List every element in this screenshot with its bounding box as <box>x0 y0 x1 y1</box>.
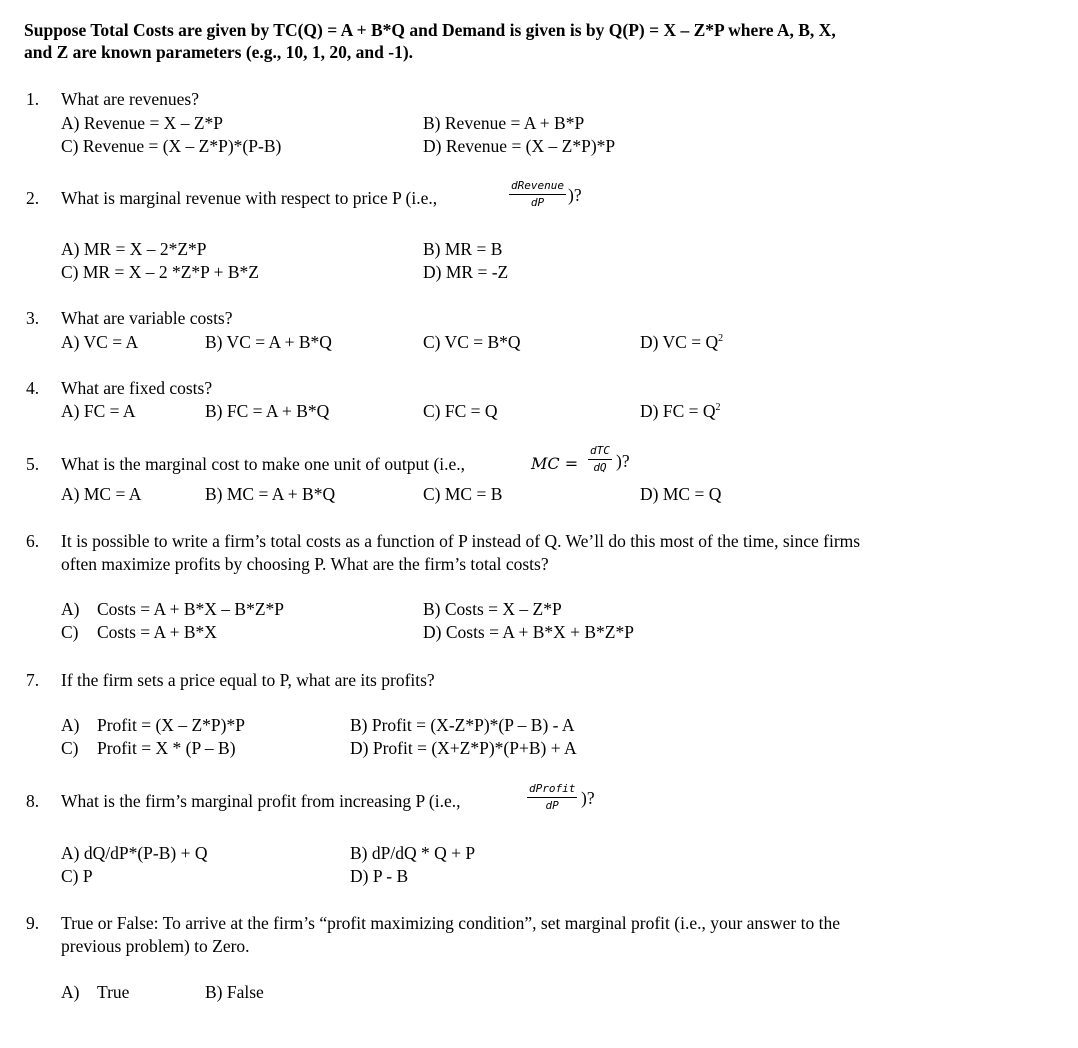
q2-question-tail: )? <box>568 185 582 205</box>
q5-fraction-denominator: dQ <box>593 461 607 474</box>
q5-option-a: A) MC = A <box>61 484 142 504</box>
question-2-text: What is marginal revenue with respect to price P (i.e., <box>61 188 438 208</box>
q7-option-b: B) Profit = (X-Z*P)*(P – B) - A <box>350 715 575 735</box>
question-2-number: 2. <box>26 188 40 208</box>
question-8-number: 8. <box>26 791 40 811</box>
q5-mc-label: MC = <box>531 454 579 473</box>
q3-option-a: A) VC = A <box>61 332 139 352</box>
intro-line-2: and Z are known parameters (e.g., 10, 1, 20, and -1). <box>24 42 414 62</box>
q8-question-tail: )? <box>581 788 595 808</box>
q3-option-c: C) VC = B*Q <box>423 332 521 352</box>
q5-option-b: B) MC = A + B*Q <box>205 484 336 504</box>
q8-fraction-dprofit-dp <box>527 783 577 812</box>
question-4-text: What are fixed costs? <box>61 378 213 398</box>
question-9-text-line-1: True or False: To arrive at the firm’s “profit maximizing condition”, set marginal profit (i.e., your answer to the <box>61 913 840 933</box>
q1-option-a: A) Revenue = X – Z*P <box>61 113 223 133</box>
q2-fraction-drevenue-dp <box>509 180 566 209</box>
question-5-number: 5. <box>26 454 40 474</box>
question-5-text: What is the marginal cost to make one unit of output (i.e., <box>61 454 466 474</box>
q7-option-a-label: A) <box>61 715 80 735</box>
question-3-text: What are variable costs? <box>61 308 233 328</box>
q7-option-d: D) Profit = (X+Z*P)*(P+B) + A <box>350 738 577 758</box>
q7-option-a: Profit = (X – Z*P)*P <box>97 715 245 735</box>
q8-option-b: B) dP/dQ * Q + P <box>350 843 476 863</box>
intro-line-1: Suppose Total Costs are given by TC(Q) = A + B*Q and Demand is given is by Q(P) = X – Z*P where A, B, X, <box>24 20 836 40</box>
q7-option-c: Profit = X * (P – B) <box>97 738 236 758</box>
q3-option-d-text: D) VC = Q <box>640 332 719 352</box>
q2-option-c: C) MR = X – 2 *Z*P + B*Z <box>61 262 259 282</box>
question-9-number: 9. <box>26 913 40 933</box>
question-3-number: 3. <box>26 308 40 328</box>
q2-fraction-denominator: dP <box>530 196 545 209</box>
q9-option-b: B) False <box>205 982 264 1002</box>
question-6-number: 6. <box>26 531 40 551</box>
q9-option-a-label: A) <box>61 982 80 1002</box>
q6-option-a: Costs = A + B*X – B*Z*P <box>97 599 285 619</box>
q6-option-d: D) Costs = A + B*X + B*Z*P <box>423 622 634 642</box>
q6-option-c-label: C) <box>61 622 79 642</box>
question-8-text: What is the firm’s marginal profit from increasing P (i.e., <box>61 791 461 811</box>
question-1-number: 1. <box>26 89 40 109</box>
q1-option-d: D) Revenue = (X – Z*P)*P <box>423 136 616 156</box>
q7-option-c-label: C) <box>61 738 79 758</box>
q1-option-b: B) Revenue = A + B*P <box>423 113 585 133</box>
q8-fraction-numerator: dProfit <box>527 783 577 798</box>
q6-option-a-label: A) <box>61 599 80 619</box>
q5-option-d: D) MC = Q <box>640 484 722 504</box>
q2-fraction-numerator: dRevenue <box>509 180 566 195</box>
question-7-text: If the firm sets a price equal to P, what are its profits? <box>61 670 435 690</box>
q3-option-d-exponent: 2 <box>718 333 724 345</box>
q5-question-tail: )? <box>616 451 630 471</box>
q9-option-a: True <box>97 982 130 1002</box>
question-6-text-line-2: often maximize profits by choosing P. What are the firm’s total costs? <box>61 554 549 574</box>
q4-option-d <box>640 401 721 421</box>
question-6-text-line-1: It is possible to write a firm’s total costs as a function of P instead of Q. We’ll do this most of the time, since firms <box>61 531 861 551</box>
q5-option-c: C) MC = B <box>423 484 503 504</box>
q4-option-c: C) FC = Q <box>423 401 498 421</box>
q4-option-a: A) FC = A <box>61 401 136 421</box>
q2-option-d: D) MR = -Z <box>423 262 509 282</box>
q2-option-a: A) MR = X – 2*Z*P <box>61 239 207 259</box>
q4-option-d-text: D) FC = Q <box>640 401 716 421</box>
q8-option-a: A) dQ/dP*(P-B) + Q <box>61 843 208 863</box>
q8-fraction-denominator: dP <box>545 799 559 812</box>
q3-option-b: B) VC = A + B*Q <box>205 332 332 352</box>
q6-option-c: Costs = A + B*X <box>97 622 217 642</box>
q4-option-d-exponent: 2 <box>715 402 721 414</box>
q8-option-d: D) P - B <box>350 866 409 886</box>
q5-fraction-dtc-dq <box>588 445 612 474</box>
q8-option-c: C) P <box>61 866 93 886</box>
q2-option-b: B) MR = B <box>423 239 503 259</box>
q3-option-d <box>640 332 723 352</box>
question-1-text: What are revenues? <box>61 89 199 109</box>
q5-fraction-numerator: dTC <box>588 445 612 460</box>
question-4-number: 4. <box>26 378 40 398</box>
q4-option-b: B) FC = A + B*Q <box>205 401 330 421</box>
intro-text <box>24 19 836 63</box>
q1-option-c: C) Revenue = (X – Z*P)*(P-B) <box>61 136 282 156</box>
question-9-text-line-2: previous problem) to Zero. <box>61 936 250 956</box>
q6-option-b: B) Costs = X – Z*P <box>423 599 562 619</box>
question-7-number: 7. <box>26 670 40 690</box>
